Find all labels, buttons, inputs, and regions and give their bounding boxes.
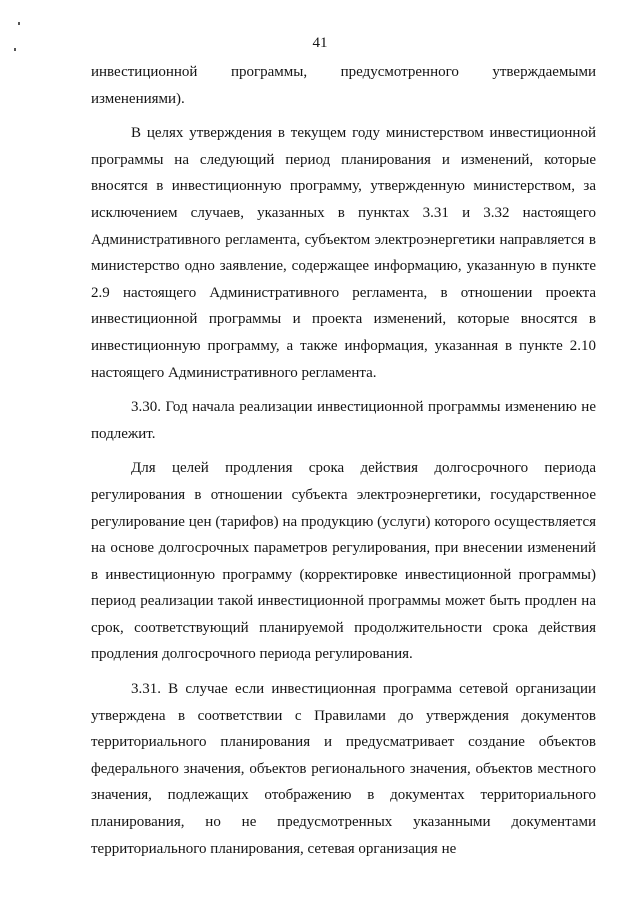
paragraph-continuation: инвестиционной программы, предусмотренного утверждаемыми изменениями). bbox=[91, 64, 596, 107]
scan-speck bbox=[18, 22, 20, 25]
paragraph-gap bbox=[91, 112, 596, 120]
paragraph-approval-current-year: В целях утверждения в текущем году министерством инвестиционной программы на следующий период планирования и изменений, которые вносятся в инвестиционную программу, утвержденную министерством, за исключением случаев, указанных в пунктах 3.31 и 3.32 настоящего Административного регламента, субъектом электроэнергетики направляется в министерство одно заявление, содержащее информацию, указанную в пункте 2.9 настоящего Административного регламента, в отношении проекта инвестиционной программы и проекта изменений, которые вносятся в инвестиционную программу, а также информация, указанная в пункте 2.10 настоящего Административного регламента. bbox=[91, 125, 596, 381]
paragraph-gap bbox=[91, 386, 596, 394]
document-body bbox=[91, 59, 596, 862]
paragraph-extension-long-term: Для целей продления срока действия долгосрочного периода регулирования в отношении субъекта электроэнергетики, государственное регулирование цен (тарифов) на продукцию (услуги) которого осуществляется на основе долгосрочных параметров регулирования, при внесении изменений в инвестиционную программу (корректировке инвестиционной программы) период реализации такой инвестиционной программы может быть продлен на срок, соответствующий планируемой продолжительности срока действия продления долгосрочного периода регулирования. bbox=[91, 460, 596, 663]
paragraph-clause-3-30: 3.30. Год начала реализации инвестиционной программы изменению не подлежит. bbox=[91, 399, 596, 442]
page-number: 41 bbox=[312, 35, 328, 51]
paragraph-clause-3-31: 3.31. В случае если инвестиционная программа сетевой организации утверждена в соответствии с Правилами до утверждения документов территориального планирования и предусматривает создание объектов федерального значения, объектов регионального значения, объектов местного значения, подлежащих отображению в документах территориального планирования, но не предусмотренных указанными документами территориального планирования, сетевая организация не bbox=[91, 681, 596, 857]
paragraph-gap bbox=[91, 668, 596, 676]
paragraph-gap bbox=[91, 447, 596, 455]
